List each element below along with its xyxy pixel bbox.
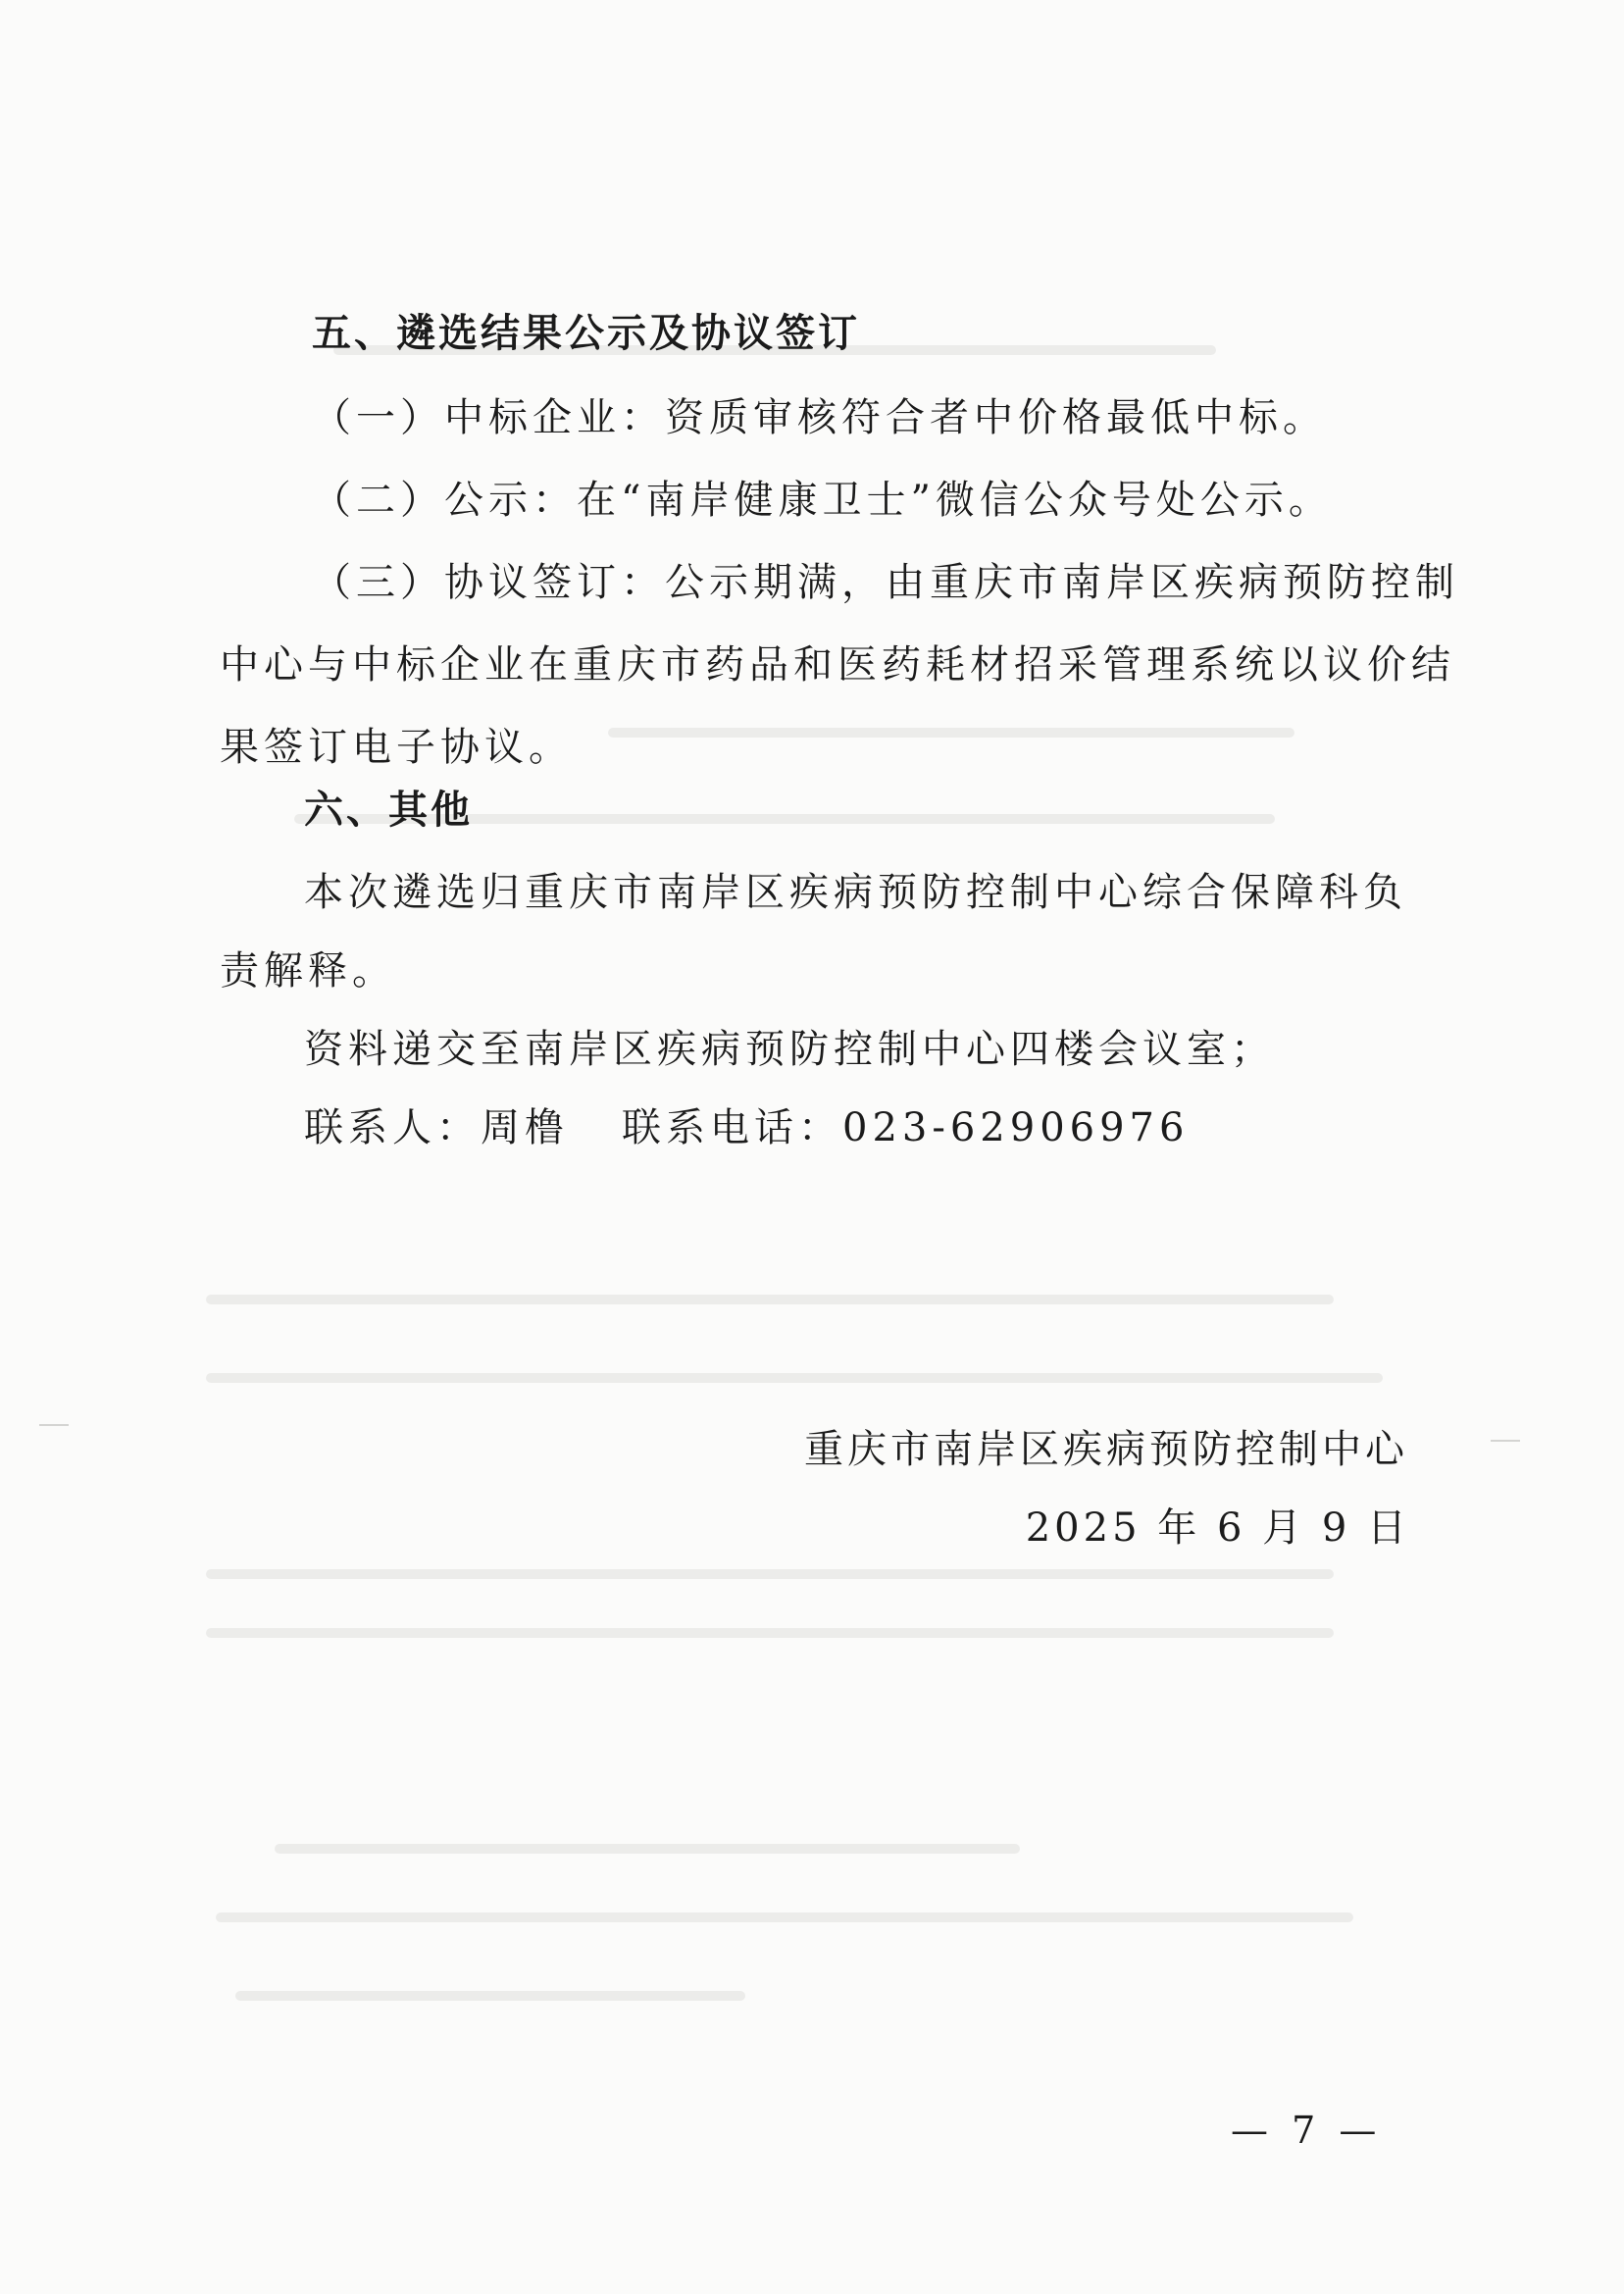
section5-item1: （一）中标企业：资质审核符合者中价格最低中标。 bbox=[312, 395, 1327, 440]
signature-organization: 重庆市南岸区疾病预防控制中心 bbox=[804, 1427, 1408, 1472]
signature-date: 2025 年 6 月 9 日 bbox=[1025, 1505, 1410, 1551]
page-number: — 7 — bbox=[1231, 2109, 1383, 2152]
bleed-through-mark bbox=[275, 1844, 1020, 1854]
contact-person: 联系人：周橹 bbox=[304, 1105, 569, 1150]
bleed-through-mark bbox=[206, 1295, 1334, 1304]
bleed-through-mark bbox=[206, 1373, 1383, 1383]
edge-mark bbox=[39, 1424, 69, 1426]
section6-para2: 资料递交至南岸区疾病预防控制中心四楼会议室； bbox=[304, 1027, 1275, 1072]
bleed-through-mark bbox=[216, 1912, 1353, 1922]
bleed-through-mark bbox=[608, 728, 1294, 738]
section6-heading: 六、其他 bbox=[304, 788, 473, 833]
bleed-through-mark bbox=[206, 1628, 1334, 1638]
section5-heading: 五、遴选结果公示及协议签订 bbox=[312, 311, 860, 356]
section5-item3-line1: （三）协议签订：公示期满，由重庆市南岸区疾病预防控制 bbox=[312, 560, 1459, 605]
section6-para1-line2: 责解释。 bbox=[220, 948, 396, 994]
contact-phone: 联系电话：023-62906976 bbox=[622, 1105, 1190, 1150]
bleed-through-mark bbox=[235, 1991, 745, 2001]
section6-para1-line1: 本次遴选归重庆市南岸区疾病预防控制中心综合保障科负 bbox=[304, 870, 1407, 915]
section5-item2: （二）公示：在“南岸健康卫士”微信公众号处公示。 bbox=[312, 478, 1333, 523]
section5-item3-line3: 果签订电子协议。 bbox=[220, 725, 573, 770]
section5-item3-line2: 中心与中标企业在重庆市药品和医药耗材招采管理系统以议价结 bbox=[220, 642, 1455, 688]
edge-mark bbox=[1491, 1440, 1520, 1442]
bleed-through-mark bbox=[206, 1569, 1334, 1579]
